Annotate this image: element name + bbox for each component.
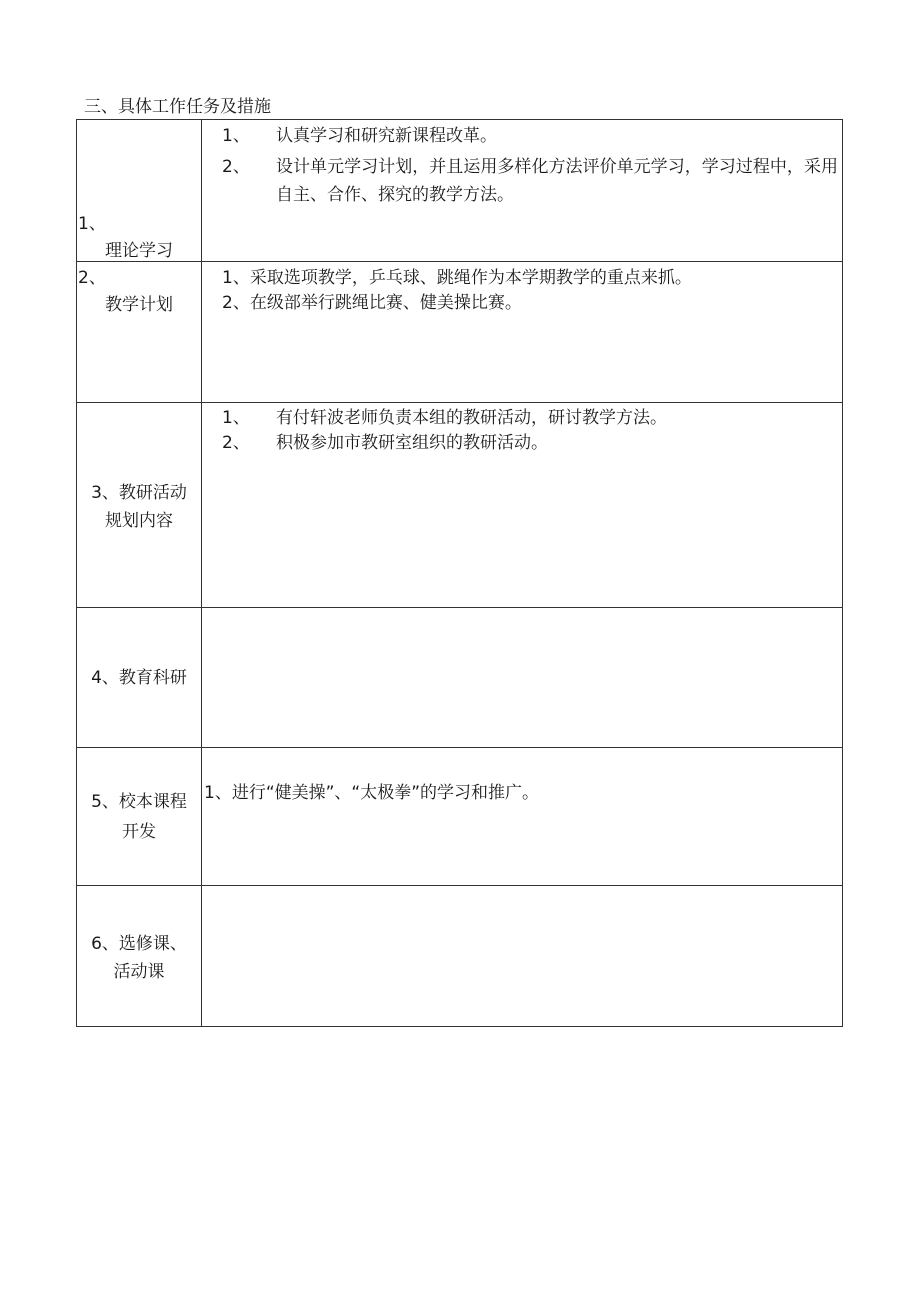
row-label-cell bbox=[77, 262, 202, 403]
list-item: 2、在级部举行跳绳比赛、健美操比赛。 bbox=[222, 293, 522, 313]
table-row bbox=[77, 886, 843, 1027]
row-content-cell bbox=[202, 120, 843, 262]
row-label-cell bbox=[77, 403, 202, 608]
row-label-text: 6、选修课、 bbox=[91, 934, 187, 954]
table-row bbox=[77, 120, 843, 262]
row-label-text: 活动课 bbox=[113, 962, 165, 982]
table-row bbox=[77, 262, 843, 403]
row-label-cell bbox=[77, 120, 202, 262]
list-item bbox=[222, 153, 838, 209]
list-item-text: 积极参加市教研室组织的教研活动。 bbox=[276, 433, 548, 453]
table-row bbox=[77, 748, 843, 886]
row-label-cell bbox=[77, 748, 202, 886]
row-content-cell bbox=[202, 262, 843, 403]
row-label-cell bbox=[77, 608, 202, 748]
work-plan-table bbox=[76, 119, 843, 1027]
list-item-number: 2、 bbox=[222, 433, 250, 453]
table-row bbox=[77, 608, 843, 748]
table-row bbox=[77, 403, 843, 608]
row-content-cell bbox=[202, 608, 843, 748]
list-item-text: 设计单元学习计划，并且运用多样化方法评价单元学习，学习过程中，采用自主、合作、探究的教学方法。 bbox=[276, 157, 838, 205]
list-item-number: 2、 bbox=[222, 157, 250, 177]
row-content-cell bbox=[202, 748, 843, 886]
row-label-number: 1、 bbox=[78, 214, 106, 234]
row-label-text: 规划内容 bbox=[105, 511, 173, 531]
list-item bbox=[222, 122, 497, 150]
list-item: 1、进行“健美操”、“太极拳”的学习和推广。 bbox=[204, 783, 540, 803]
list-item-number: 1、 bbox=[222, 126, 250, 146]
row-label-text: 开发 bbox=[122, 822, 156, 842]
row-content-cell bbox=[202, 886, 843, 1027]
row-label-cell bbox=[77, 886, 202, 1027]
list-item bbox=[222, 404, 667, 432]
list-item-text: 认真学习和研究新课程改革。 bbox=[276, 126, 497, 146]
row-content-cell bbox=[202, 403, 843, 608]
section-heading: 三、具体工作任务及措施 bbox=[84, 97, 271, 117]
row-label-text: 理论学习 bbox=[105, 241, 173, 261]
row-label-text: 教学计划 bbox=[105, 295, 173, 315]
row-label-text: 4、教育科研 bbox=[91, 668, 187, 688]
list-item bbox=[222, 429, 548, 457]
row-label-number: 2、 bbox=[78, 268, 106, 288]
list-item-text: 有付轩波老师负责本组的教研活动，研讨教学方法。 bbox=[276, 408, 667, 428]
row-label-text: 5、校本课程 bbox=[91, 792, 187, 812]
list-item: 1、采取选项教学，乒乓球、跳绳作为本学期教学的重点来抓。 bbox=[222, 268, 692, 288]
list-item-number: 1、 bbox=[222, 408, 250, 428]
row-label-text: 3、教研活动 bbox=[91, 483, 187, 503]
